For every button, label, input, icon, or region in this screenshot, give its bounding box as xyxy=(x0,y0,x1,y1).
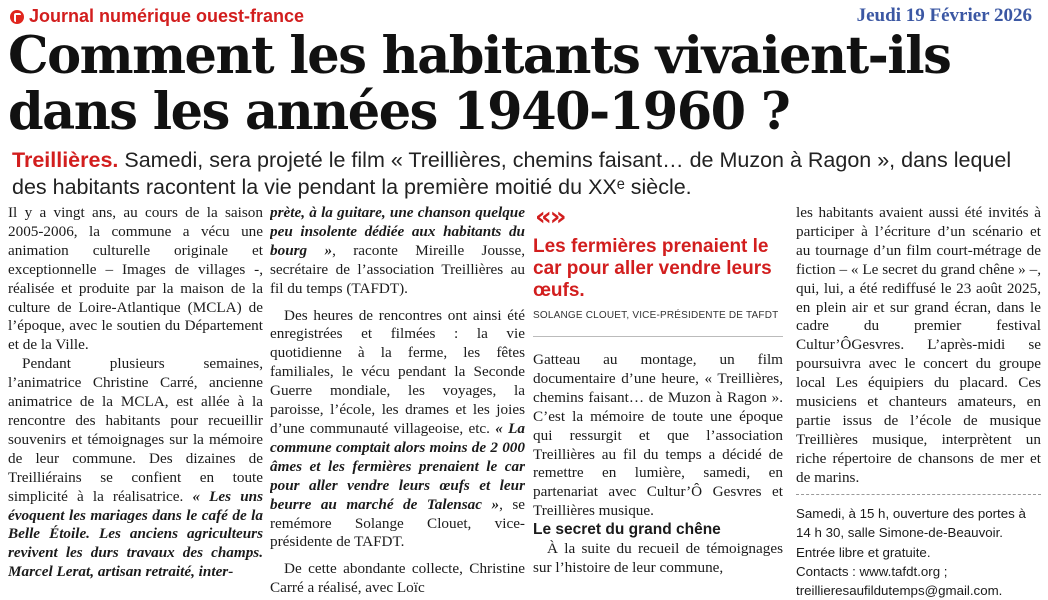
quote-text: prète, à la guitare, une chanson quelque peu insolente dédiée aux habitants du bourg » xyxy=(270,204,525,259)
paragraph xyxy=(270,204,525,299)
info-text: Samedi, à 15 h, ouverture des portes à 14 h 30, salle Simone-de-Beauvoir. Entrée libre et gratuite. xyxy=(796,506,1026,560)
lead-text: Samedi, sera projeté le film « Treillières, chemins faisant… de Muzon à Ragon », dans lequel des habitants racontent la vie pendant la première moitié du XXᵉ siècle. xyxy=(12,148,1012,199)
divider xyxy=(796,494,1041,495)
brand-name: Journal numérique ouest-france xyxy=(29,6,305,26)
paragraph: À la suite du recueil de témoignages sur l’histoire de leur commune, xyxy=(533,540,783,576)
paragraph: Gatteau au montage, un film documentaire d’une heure, « Treillières, chemins faisant… de Muzon à Ragon ». C’est la mémoire de toute une époque qui ressurgit et que l’association Treillières au fil du temps a décidé de remettre en lumière, samedi, en partenariat avec Cultur’Ô Gesvres et Treillières musique. xyxy=(533,351,783,520)
paragraph xyxy=(270,307,525,553)
info-email: treillieresaufildutemps@gmail.com. xyxy=(796,583,1003,599)
article-column-3 xyxy=(533,204,783,597)
issue-date: Jeudi 19 Février 2026 xyxy=(856,5,1032,26)
practical-info-box xyxy=(796,504,1041,600)
masthead xyxy=(10,5,1040,27)
paragraph xyxy=(8,355,263,582)
pull-quote: Les fermières prenaient le car pour aller vendre leurs œufs. xyxy=(533,236,772,301)
paragraph: Il y a vingt ans, au cours de la saison 2005-2006, la commune a vécu une animation culturelle originale et exceptionnelle – Images de villages -, réalisée et produite par la maison de la culture de Loire-Atlantique (MCLA) de l’époque, avec le soutien du Département et de la Ville. xyxy=(8,204,263,354)
paragraph: les habitants avaient aussi été invités à participer à l’écriture d’un scénario et au tournage d’un film court-métrage de fiction – « Le secret du grand chêne » –, qui, lui, a été rediffusé le 23 août 2025, en plein air et sur grand écran, dans le cadre du premier festival Cultur’ÔGesvres. L’après-midi se poursuivra avec le concert du groupe local Les équipiers du placard. Ces musiciens et chanteurs amateurs, en partie issus de l’école de musique Treillières musique, interprètent un riche répertoire de chansons de mer et de marins. xyxy=(796,204,1041,486)
ouest-france-logo-icon xyxy=(10,10,24,24)
article-column-1 xyxy=(8,204,263,597)
brand xyxy=(10,6,304,27)
quote-text: « La commune comptait alors moins de 2 000 âmes et les fermières prenaient le car pour aller vendre leurs œufs et leur beurre au marché de Talensac » xyxy=(270,419,525,513)
article-column-4 xyxy=(796,204,1041,494)
article-lead xyxy=(12,147,1042,201)
paragraph-text: , se remémore Solange Clouet, vice-présidente de TAFDT. xyxy=(270,495,525,551)
quote-marks-icon: «» xyxy=(535,204,565,232)
divider xyxy=(533,336,783,337)
info-contacts: Contacts : www.tafdt.org ; xyxy=(796,563,948,579)
pull-quote-attribution: SOLANGE CLOUET, VICE-PRÉSIDENTE DE TAFDT xyxy=(533,310,779,321)
paragraph-text: , raconte Mireille Jousse, secrétaire de l’association Treillières au fil du temps (TAFDT). xyxy=(270,241,525,297)
article-headline: Comment les habitants vivaient-ils dans les années 1940-1960 ? xyxy=(8,26,951,142)
paragraph: De cette abondante collecte, Christine Carré a réalisé, avec Loïc xyxy=(270,560,525,597)
paragraph-text: Des heures de rencontres ont ainsi été enregistrées et filmées : la vie quotidienne à la ferme, les fêtes familiales, le vécu pendant la Seconde Guerre mondiale, les voyages, la paroisse, l’école, les drames et les joies d’une communauté villageoise, etc. xyxy=(270,306,525,437)
quote-text: « Les uns évoquent les mariages dans le café de la Belle Étoile. Les anciens agriculteurs revivent les durs travaux des champs. Marcel Lerat, artisan retraité, inter- xyxy=(8,487,263,581)
section-subhead: Le secret du grand chêne xyxy=(533,521,721,539)
article-column-2 xyxy=(270,204,525,597)
paragraph-text: Pendant plusieurs semaines, l’animatrice Christine Carré, ancienne animatrice de la MCLA, est allée à la rencontre des habitants pour recueillir souvenirs et témoignages sur la mémoire de leur commune. Des dizaines de Treilliérains se confient en toute simplicité à la réalisatrice. xyxy=(8,355,263,505)
lead-kicker: Treillières. xyxy=(12,148,119,172)
